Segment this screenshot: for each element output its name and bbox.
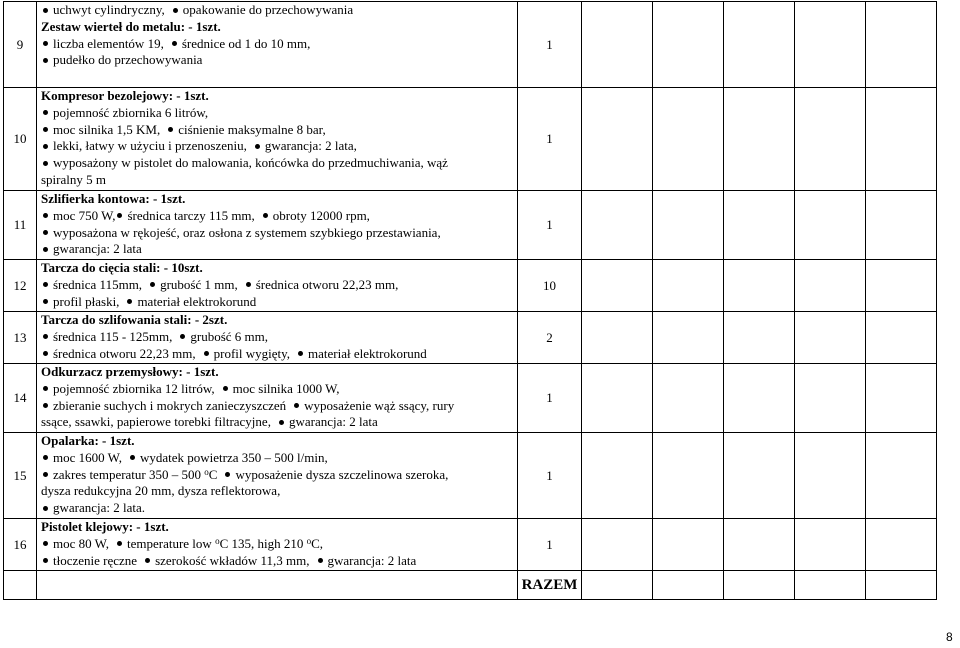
empty-cell (724, 88, 795, 191)
bullet-icon (150, 282, 155, 287)
bullet-icon (43, 127, 48, 132)
bullet-icon (43, 41, 48, 46)
empty-cell (653, 433, 724, 519)
item-title: Tarcza do szlifowania stali: - 2szt. (41, 312, 228, 327)
row-number: 9 (4, 2, 37, 88)
item-title: Opalarka: - 1szt. (41, 433, 135, 448)
row-number: 10 (4, 88, 37, 191)
row-number: 16 (4, 519, 37, 571)
bullet-icon (43, 506, 48, 511)
bullet-icon (43, 58, 48, 63)
bullet-icon (263, 213, 268, 218)
item-description: Kompresor bezolejowy: - 1szt. pojemność zbiornika 6 litrów, moc silnika 1,5 KM, ciśnienie maksymalne 8 bar, lekki, łatwy w użyciu i przenoszeniu, gwarancja: 2 lata, wyposażony w pistolet do malowania, końcówka do przedmuchiwania, wąż spiralny 5 m (37, 88, 518, 191)
table-row (4, 312, 937, 364)
table-row (4, 191, 937, 260)
quantity: 2 (518, 312, 582, 364)
bullet-icon (318, 558, 323, 563)
table-row (4, 88, 937, 191)
empty-cell (724, 364, 795, 433)
bullet-icon (145, 558, 150, 563)
bullet-icon (43, 144, 48, 149)
bullet-icon (225, 472, 230, 477)
row-number: 14 (4, 364, 37, 433)
item-title: Odkurzacz przemysłowy: - 1szt. (41, 364, 219, 379)
empty-cell (866, 191, 937, 260)
bullet-icon (43, 403, 48, 408)
bullet-icon (130, 455, 135, 460)
bullet-icon (43, 230, 48, 235)
item-title: Pistolet klejowy: - 1szt. (41, 519, 169, 534)
empty-cell (653, 364, 724, 433)
empty-cell (866, 88, 937, 191)
bullet-icon (294, 403, 299, 408)
quantity: 1 (518, 433, 582, 519)
table-row (4, 2, 937, 88)
empty-cell (795, 312, 866, 364)
table-row (4, 364, 937, 433)
empty-cell (724, 519, 795, 571)
quantity: 1 (518, 191, 582, 260)
quantity: 1 (518, 364, 582, 433)
empty-cell (724, 312, 795, 364)
total-label: RAZEM (518, 571, 582, 600)
bullet-icon (117, 541, 122, 546)
empty-cell (866, 571, 937, 600)
empty-cell (866, 312, 937, 364)
bullet-icon (43, 541, 48, 546)
row-number: 11 (4, 191, 37, 260)
bullet-icon (127, 299, 132, 304)
bullet-icon (43, 110, 48, 115)
quantity: 10 (518, 260, 582, 312)
bullet-icon (298, 351, 303, 356)
empty-cell (653, 312, 724, 364)
empty-cell (866, 2, 937, 88)
empty-cell (795, 364, 866, 433)
item-description: Tarcza do cięcia stali: - 10szt. średnica 115mm, grubość 1 mm, średnica otworu 22,23 mm, profil płaski, materiał elektrokorund (37, 260, 518, 312)
row-number: 12 (4, 260, 37, 312)
item-description: Odkurzacz przemysłowy: - 1szt. pojemność zbiornika 12 litrów, moc silnika 1000 W, zbieranie suchych i mokrych zanieczyszczeń wyposażenie wąż ssący, rury ssące, ssawki, papierowe torebki filtracyjne, gwarancja: 2 lata (37, 364, 518, 433)
empty-cell (795, 260, 866, 312)
empty-cell (653, 2, 724, 88)
empty-cell (866, 519, 937, 571)
bullet-icon (43, 386, 48, 391)
row-number: 13 (4, 312, 37, 364)
bullet-icon (172, 41, 177, 46)
bullet-icon (43, 8, 48, 13)
empty-cell (653, 571, 724, 600)
bullet-icon (43, 472, 48, 477)
bullet-icon (223, 386, 228, 391)
total-row (4, 571, 937, 600)
empty-cell (653, 260, 724, 312)
bullet-icon (117, 213, 122, 218)
quantity: 1 (518, 519, 582, 571)
empty-cell (582, 88, 653, 191)
empty-cell (582, 260, 653, 312)
quantity: 1 (518, 2, 582, 88)
empty-cell (582, 364, 653, 433)
empty-cell (582, 191, 653, 260)
quantity: 1 (518, 88, 582, 191)
item-title: Szlifierka kontowa: - 1szt. (41, 191, 186, 206)
empty-cell (653, 191, 724, 260)
empty-cell (724, 433, 795, 519)
empty-cell (795, 433, 866, 519)
bullet-icon (173, 8, 178, 13)
empty-cell (582, 433, 653, 519)
empty-cell (724, 2, 795, 88)
empty-cell (795, 519, 866, 571)
empty-cell (653, 88, 724, 191)
table-row (4, 519, 937, 571)
empty-cell (582, 2, 653, 88)
bullet-icon (43, 455, 48, 460)
item-description: Opalarka: - 1szt. moc 1600 W, wydatek powietrza 350 – 500 l/min, zakres temperatur 350 – 500 $^o$C wyposażenie dysza szczelinowa szeroka, dysza redukcyjna 20 mm, dysza reflektorowa, gwarancja: 2 lata. (37, 433, 518, 519)
empty-cell (582, 312, 653, 364)
item-description: Szlifierka kontowa: - 1szt. moc 750 W, średnica tarczy 115 mm, obroty 12000 rpm, wyposażona w rękojeść, oraz osłona z systemem szybkiego przestawiania, gwarancja: 2 lata (37, 191, 518, 260)
empty-cell (795, 2, 866, 88)
empty-cell (653, 519, 724, 571)
bullet-icon (43, 282, 48, 287)
bullet-icon (43, 351, 48, 356)
row-number: 15 (4, 433, 37, 519)
item-title: Kompresor bezolejowy: - 1szt. (41, 88, 209, 103)
bullet-icon (43, 161, 48, 166)
bullet-icon (43, 334, 48, 339)
empty-cell (724, 191, 795, 260)
empty-cell (582, 519, 653, 571)
item-description: Tarcza do szlifowania stali: - 2szt. średnica 115 - 125mm, grubość 6 mm, średnica otworu 22,23 mm, profil wygięty, materiał elektrokorund (37, 312, 518, 364)
bullet-icon (255, 144, 260, 149)
empty-cell (866, 433, 937, 519)
page-number: 8 (946, 630, 953, 644)
bullet-icon (204, 351, 209, 356)
empty-cell (795, 88, 866, 191)
empty-cell (724, 571, 795, 600)
empty-cell (795, 191, 866, 260)
bullet-icon (168, 127, 173, 132)
empty-cell (866, 364, 937, 433)
empty-cell (582, 571, 653, 600)
bullet-icon (43, 213, 48, 218)
bullet-icon (279, 420, 284, 425)
bullet-icon (43, 558, 48, 563)
empty-cell (866, 260, 937, 312)
item-description: uchwyt cylindryczny, opakowanie do przechowywania Zestaw wierteł do metalu: - 1szt. liczba elementów 19, średnice od 1 do 10 mm, pudełko do przechowywania (37, 2, 518, 88)
empty-cell (724, 260, 795, 312)
bullet-icon (246, 282, 251, 287)
table-row (4, 260, 937, 312)
empty-cell (795, 571, 866, 600)
bullet-icon (43, 247, 48, 252)
specification-table (3, 1, 937, 600)
bullet-icon (180, 334, 185, 339)
bullet-icon (43, 299, 48, 304)
item-title: Tarcza do cięcia stali: - 10szt. (41, 260, 203, 275)
item-description: Pistolet klejowy: - 1szt. moc 80 W, temperature low $^o$C 135, high 210 $^o$C, tłoczenie ręczne szerokość wkładów 11,3 mm, gwarancja: 2 lata (37, 519, 518, 571)
table-row (4, 433, 937, 519)
item-title: Zestaw wierteł do metalu: - 1szt. (41, 18, 221, 34)
